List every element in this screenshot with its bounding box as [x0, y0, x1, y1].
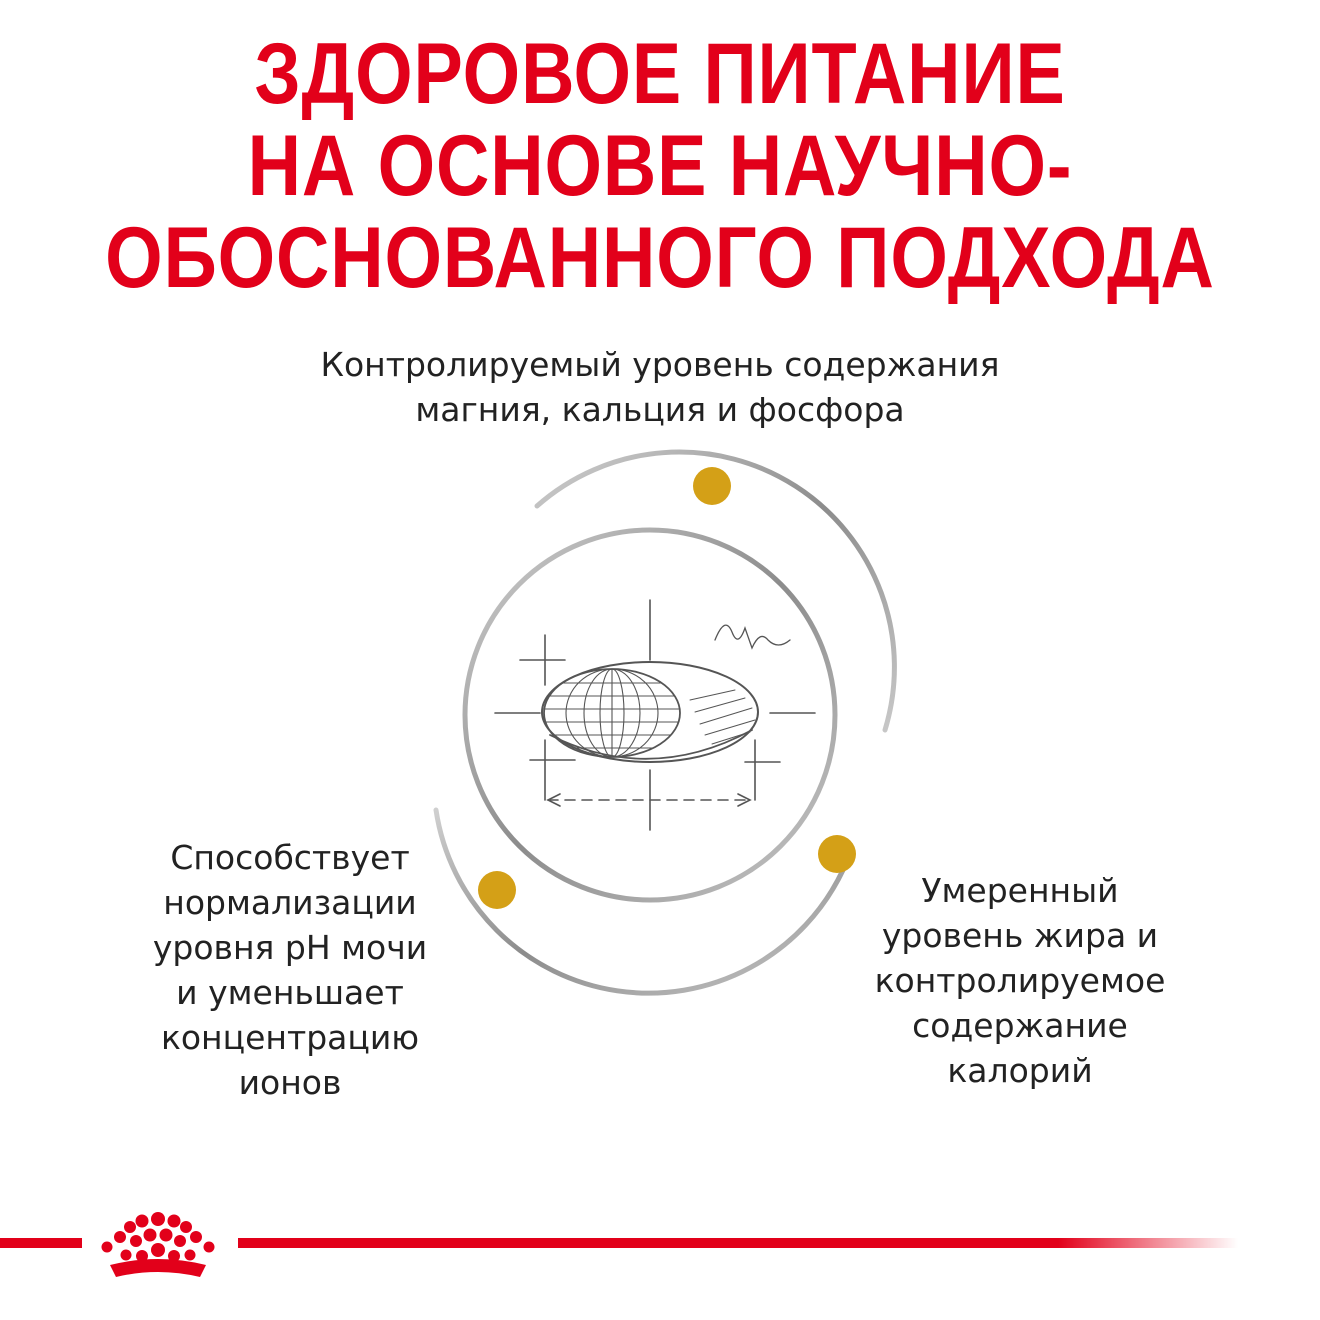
kibble-diagram — [400, 440, 920, 1000]
benefit-minerals-line-2: магния, кальция и фосфора — [415, 390, 905, 429]
gold-dot-top — [693, 467, 731, 505]
benefit-fat-calories-line-5: калорий — [947, 1051, 1093, 1090]
benefit-minerals-line-1: Контролируемый уровень содержания — [320, 345, 1000, 384]
gold-dot-right — [818, 835, 856, 873]
footer-red-line-right — [238, 1238, 1238, 1248]
benefit-fat-calories-line-2: уровень жира и — [881, 916, 1159, 955]
page-title — [92, 28, 1227, 304]
benefit-urine-ph-line-4: и уменьшает — [176, 973, 404, 1012]
kibble-sketch-icon — [495, 600, 815, 830]
benefit-urine-ph-line-1: Способствует — [170, 838, 410, 877]
benefit-fat-calories-line-1: Умеренный — [921, 871, 1119, 910]
benefit-minerals — [260, 342, 1060, 432]
page-title-line-3: ОБОСНОВАННОГО ПОДХОДА — [105, 210, 1215, 306]
benefit-fat-calories-line-4: содержание — [912, 1006, 1128, 1045]
benefit-urine-ph-line-6: ионов — [238, 1063, 342, 1102]
benefit-urine-ph-line-5: концентрацию — [160, 1018, 420, 1057]
inner-ring — [465, 530, 835, 900]
gold-dot-left — [478, 871, 516, 909]
benefit-fat-calories-line-3: контролируемое — [874, 961, 1166, 1000]
footer-red-line-left — [0, 1238, 82, 1248]
royal-canin-crown-logo — [92, 1205, 224, 1285]
page-title-line-1: ЗДОРОВОЕ ПИТАНИЕ — [254, 26, 1066, 122]
benefit-urine-ph-line-3: уровня pH мочи — [152, 928, 428, 967]
page-title-line-2: НА ОСНОВЕ НАУЧНО- — [247, 118, 1073, 214]
benefit-urine-ph-line-2: нормализации — [163, 883, 417, 922]
